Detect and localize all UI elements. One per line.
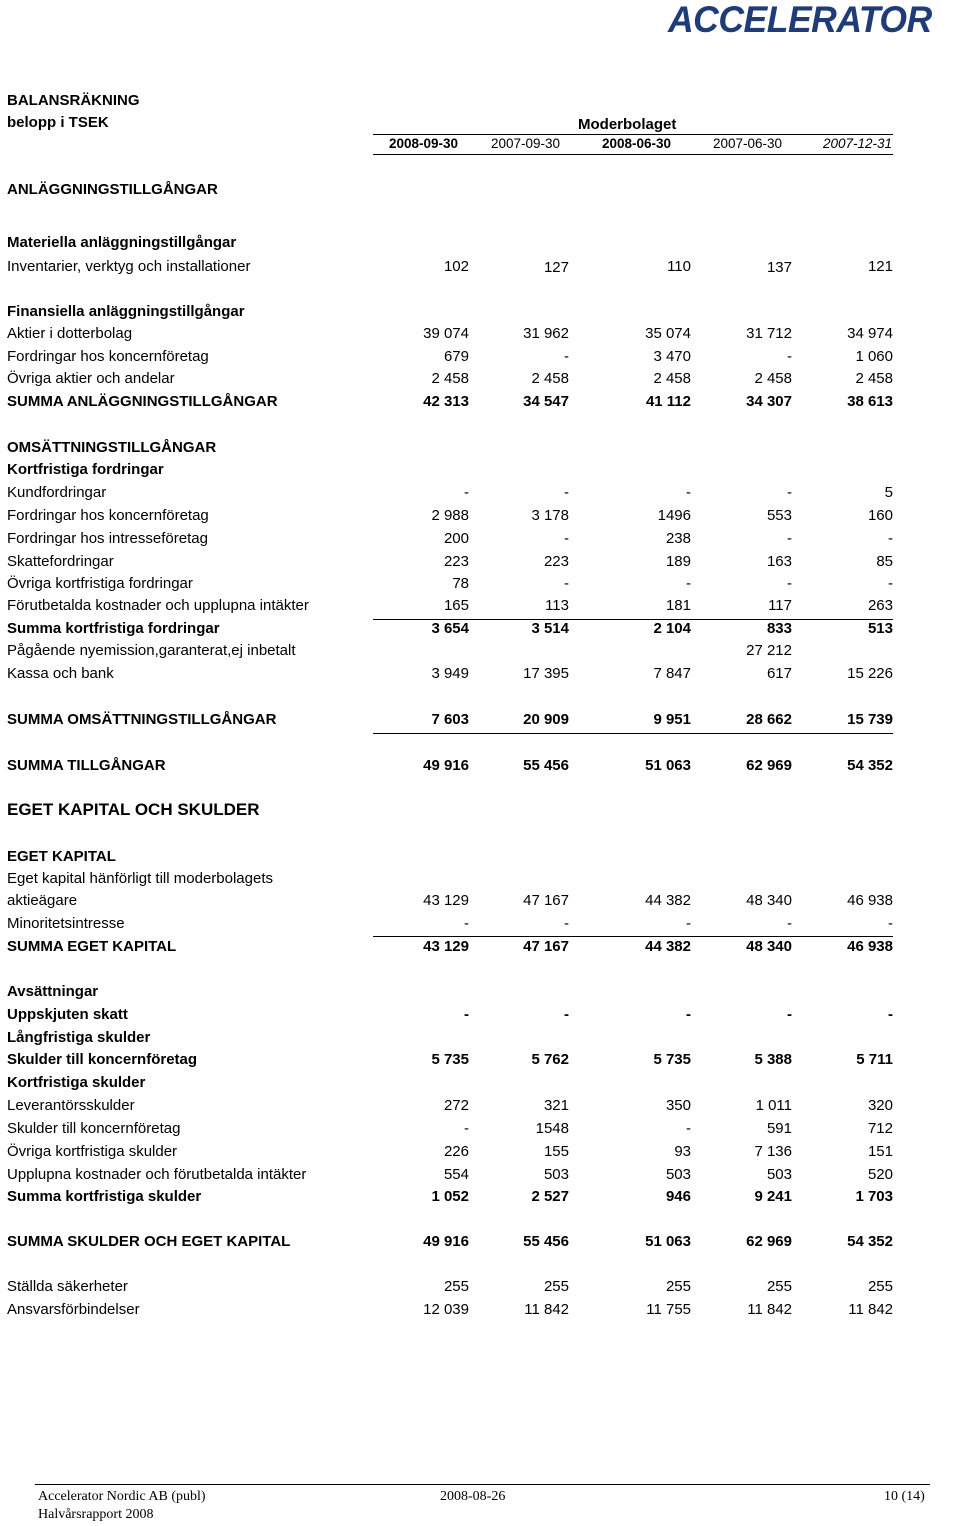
cell-col-1: 7 603 bbox=[431, 711, 469, 728]
row-label: EGET KAPITAL OCH SKULDER bbox=[7, 800, 260, 819]
date-col-5: 2007-12-31 bbox=[822, 136, 892, 151]
table-row bbox=[0, 914, 960, 934]
cell-col-1: 223 bbox=[443, 553, 469, 570]
cell-col-2: - bbox=[564, 915, 569, 932]
cell-col-4: 5 388 bbox=[754, 1051, 792, 1068]
cell-col-3: 7 847 bbox=[653, 665, 691, 682]
cell-col-1: - bbox=[464, 915, 469, 932]
cell-col-4: 48 340 bbox=[746, 938, 792, 955]
table-row bbox=[0, 1050, 960, 1070]
cell-col-2: 127 bbox=[543, 259, 569, 276]
cell-col-1: 226 bbox=[443, 1143, 469, 1160]
row-label: Aktier i dotterbolag bbox=[7, 325, 133, 342]
cell-col-2: - bbox=[564, 1006, 569, 1023]
cell-col-4: 62 969 bbox=[746, 1233, 792, 1250]
row-label: ANLÄGGNINGSTILLGÅNGAR bbox=[7, 181, 218, 198]
table-row bbox=[0, 869, 960, 889]
footer-page-number: 10 (14) bbox=[884, 1489, 925, 1504]
row-label: Ansvarsförbindelser bbox=[7, 1301, 140, 1318]
table-row bbox=[0, 1096, 960, 1116]
cell-col-3: 255 bbox=[665, 1278, 691, 1295]
page-title: BALANSRÄKNING bbox=[7, 92, 140, 109]
cell-col-2: - bbox=[564, 348, 569, 365]
group-heading: Moderbolaget bbox=[578, 116, 677, 133]
cell-col-2: 503 bbox=[543, 1166, 569, 1183]
cell-col-2: 321 bbox=[543, 1097, 569, 1114]
row-label: Kundfordringar bbox=[7, 484, 107, 501]
cell-col-2: 255 bbox=[543, 1278, 569, 1295]
cell-col-4: 163 bbox=[766, 553, 792, 570]
cell-col-3: 44 382 bbox=[645, 892, 691, 909]
row-label: Kortfristiga skulder bbox=[7, 1074, 146, 1091]
cell-col-2: - bbox=[564, 484, 569, 501]
row-label: Eget kapital hänförligt till moderbolagets bbox=[7, 870, 273, 887]
cell-col-2: 34 547 bbox=[523, 393, 569, 410]
cell-col-1: - bbox=[464, 1006, 469, 1023]
row-label: aktieägare bbox=[7, 892, 78, 909]
cell-col-4: 503 bbox=[766, 1166, 792, 1183]
cell-col-1: - bbox=[464, 1120, 469, 1137]
cell-col-1: - bbox=[464, 484, 469, 501]
cell-col-2: 5 762 bbox=[531, 1051, 569, 1068]
cell-col-5: 513 bbox=[867, 620, 893, 637]
cell-col-2: 2 458 bbox=[531, 370, 569, 387]
cell-col-5: 46 938 bbox=[847, 892, 893, 909]
cell-col-1: 12 039 bbox=[423, 1301, 469, 1318]
table-row bbox=[0, 552, 960, 572]
cell-col-5: 121 bbox=[867, 258, 893, 275]
table-row bbox=[0, 233, 960, 253]
table-row bbox=[0, 1073, 960, 1093]
cell-col-1: 3 654 bbox=[431, 620, 469, 637]
cell-col-4: 27 212 bbox=[746, 642, 792, 659]
table-row bbox=[0, 847, 960, 867]
row-label: Finansiella anläggningstillgångar bbox=[7, 303, 245, 320]
cell-col-3: 93 bbox=[674, 1143, 691, 1160]
row-label: Fordringar hos intresseföretag bbox=[7, 530, 208, 547]
subtotal-rule bbox=[373, 619, 893, 620]
cell-col-1: 43 129 bbox=[423, 892, 469, 909]
cell-col-1: 42 313 bbox=[423, 393, 469, 410]
cell-col-4: 28 662 bbox=[746, 711, 792, 728]
cell-col-3: - bbox=[686, 575, 691, 592]
cell-col-4: 62 969 bbox=[746, 757, 792, 774]
cell-col-3: 503 bbox=[665, 1166, 691, 1183]
cell-col-4: 591 bbox=[766, 1120, 792, 1137]
cell-col-2: 2 527 bbox=[531, 1188, 569, 1205]
cell-col-3: 1496 bbox=[657, 507, 691, 524]
table-row bbox=[0, 438, 960, 458]
cell-col-3: 3 470 bbox=[653, 348, 691, 365]
table-row bbox=[0, 302, 960, 322]
cell-col-5: - bbox=[888, 530, 893, 547]
table-row bbox=[0, 891, 960, 911]
row-label: SUMMA OMSÄTTNINGSTILLGÅNGAR bbox=[7, 711, 277, 728]
row-label: SUMMA ANLÄGGNINGSTILLGÅNGAR bbox=[7, 393, 278, 410]
row-label: Kortfristiga fordringar bbox=[7, 461, 164, 478]
row-label: Pågående nyemission,garanterat,ej inbetalt bbox=[7, 642, 296, 659]
cell-col-2: 31 962 bbox=[523, 325, 569, 342]
row-label: Avsättningar bbox=[7, 983, 99, 1000]
cell-col-1: 39 074 bbox=[423, 325, 469, 342]
date-col-1: 2008-09-30 bbox=[388, 136, 458, 151]
row-label: Skulder till koncernföretag bbox=[7, 1051, 198, 1068]
cell-col-3: 350 bbox=[665, 1097, 691, 1114]
cell-col-5: 160 bbox=[867, 507, 893, 524]
cell-col-2: 47 167 bbox=[523, 938, 569, 955]
table-row bbox=[0, 529, 960, 549]
footer-report-name: Halvårsrapport 2008 bbox=[38, 1507, 154, 1522]
cell-col-5: 151 bbox=[867, 1143, 893, 1160]
table-row bbox=[0, 324, 960, 344]
cell-col-3: 51 063 bbox=[645, 757, 691, 774]
row-label: Leverantörsskulder bbox=[7, 1097, 135, 1114]
cell-col-5: 1 703 bbox=[855, 1188, 893, 1205]
row-label: Skulder till koncernföretag bbox=[7, 1120, 181, 1137]
table-row bbox=[0, 392, 960, 412]
cell-col-4: 48 340 bbox=[746, 892, 792, 909]
cell-col-4: - bbox=[787, 1006, 792, 1023]
cell-col-4: - bbox=[787, 575, 792, 592]
cell-col-5: 54 352 bbox=[847, 1233, 893, 1250]
cell-col-1: 49 916 bbox=[423, 1233, 469, 1250]
table-row bbox=[0, 1028, 960, 1048]
table-row bbox=[0, 180, 960, 200]
table-row bbox=[0, 369, 960, 389]
cell-col-2: 113 bbox=[545, 597, 569, 614]
table-row bbox=[0, 1277, 960, 1297]
cell-col-1: 102 bbox=[443, 258, 469, 275]
cell-col-5: 34 974 bbox=[847, 325, 893, 342]
table-row bbox=[0, 800, 960, 820]
cell-col-1: 2 988 bbox=[431, 507, 469, 524]
cell-col-3: 2 458 bbox=[653, 370, 691, 387]
cell-col-4: 137 bbox=[766, 259, 792, 276]
table-row bbox=[0, 596, 960, 616]
row-label: Uppskjuten skatt bbox=[7, 1006, 128, 1023]
cell-col-2: 3 514 bbox=[531, 620, 569, 637]
row-label: Övriga kortfristiga skulder bbox=[7, 1143, 178, 1160]
cell-col-4: 255 bbox=[766, 1278, 792, 1295]
header-rule-bottom bbox=[373, 154, 893, 155]
cell-col-4: 34 307 bbox=[746, 393, 792, 410]
table-row bbox=[0, 506, 960, 526]
total-rule bbox=[373, 733, 893, 734]
row-label: Skattefordringar bbox=[7, 553, 114, 570]
cell-col-4: 2 458 bbox=[754, 370, 792, 387]
table-row bbox=[0, 1300, 960, 1320]
cell-col-1: 554 bbox=[443, 1166, 469, 1183]
table-row bbox=[0, 664, 960, 684]
table-row bbox=[0, 460, 960, 480]
cell-col-1: 272 bbox=[443, 1097, 469, 1114]
cell-col-5: 54 352 bbox=[847, 757, 893, 774]
cell-col-1: 3 949 bbox=[431, 665, 469, 682]
cell-col-3: - bbox=[686, 484, 691, 501]
table-row bbox=[0, 1232, 960, 1252]
cell-col-3: - bbox=[686, 1006, 691, 1023]
table-row bbox=[0, 347, 960, 367]
cell-col-3: - bbox=[686, 915, 691, 932]
cell-col-5: - bbox=[888, 575, 893, 592]
cell-col-4: - bbox=[787, 484, 792, 501]
row-label: Fordringar hos koncernföretag bbox=[7, 348, 209, 365]
row-label: SUMMA EGET KAPITAL bbox=[7, 938, 177, 955]
page-subtitle: belopp i TSEK bbox=[7, 114, 109, 131]
row-label: Övriga aktier och andelar bbox=[7, 370, 175, 387]
row-label: OMSÄTTNINGSTILLGÅNGAR bbox=[7, 439, 217, 456]
cell-col-4: 833 bbox=[766, 620, 792, 637]
footer-rule bbox=[35, 1484, 930, 1485]
cell-col-3: 189 bbox=[665, 553, 691, 570]
cell-col-3: 2 104 bbox=[653, 620, 691, 637]
cell-col-2: 11 842 bbox=[524, 1301, 569, 1318]
row-label: Ställda säkerheter bbox=[7, 1278, 128, 1295]
cell-col-2: 55 456 bbox=[523, 1233, 569, 1250]
row-label: EGET KAPITAL bbox=[7, 848, 116, 865]
date-col-4: 2007-06-30 bbox=[712, 136, 782, 151]
cell-col-2: 223 bbox=[543, 553, 569, 570]
cell-col-2: 1548 bbox=[535, 1120, 569, 1137]
table-row bbox=[0, 1005, 960, 1025]
cell-col-4: - bbox=[787, 348, 792, 365]
cell-col-1: 1 052 bbox=[431, 1188, 469, 1205]
cell-col-3: 5 735 bbox=[653, 1051, 691, 1068]
cell-col-3: 9 951 bbox=[653, 711, 691, 728]
row-label: SUMMA TILLGÅNGAR bbox=[7, 757, 166, 774]
footer-company: Accelerator Nordic AB (publ) bbox=[38, 1489, 206, 1504]
table-row bbox=[0, 982, 960, 1002]
cell-col-3: 35 074 bbox=[645, 325, 691, 342]
cell-col-5: 46 938 bbox=[847, 938, 893, 955]
row-label: Inventarier, verktyg och installationer bbox=[7, 258, 251, 275]
row-label: Upplupna kostnader och förutbetalda intäkter bbox=[7, 1166, 307, 1183]
cell-col-5: - bbox=[888, 1006, 893, 1023]
table-row bbox=[0, 483, 960, 503]
table-row bbox=[0, 710, 960, 730]
row-label: Långfristiga skulder bbox=[7, 1029, 151, 1046]
table-row bbox=[0, 257, 960, 277]
cell-col-5: 85 bbox=[876, 553, 893, 570]
table-row bbox=[0, 937, 960, 957]
header-rule bbox=[373, 134, 893, 135]
cell-col-1: 2 458 bbox=[431, 370, 469, 387]
row-label: Fordringar hos koncernföretag bbox=[7, 507, 209, 524]
table-row bbox=[0, 1165, 960, 1185]
cell-col-5: 38 613 bbox=[847, 393, 893, 410]
table-row bbox=[0, 1187, 960, 1207]
equity-rule bbox=[373, 936, 893, 937]
cell-col-4: 117 bbox=[768, 597, 792, 614]
cell-col-3: 181 bbox=[665, 597, 691, 614]
cell-col-3: 110 bbox=[667, 258, 691, 275]
cell-col-4: - bbox=[787, 915, 792, 932]
cell-col-2: 3 178 bbox=[531, 507, 569, 524]
cell-col-4: 9 241 bbox=[754, 1188, 792, 1205]
cell-col-5: 11 842 bbox=[848, 1301, 893, 1318]
cell-col-5: 320 bbox=[867, 1097, 893, 1114]
date-col-3: 2008-06-30 bbox=[601, 136, 671, 151]
table-row bbox=[0, 574, 960, 594]
cell-col-2: 20 909 bbox=[523, 711, 569, 728]
cell-col-5: 2 458 bbox=[855, 370, 893, 387]
row-label: Kassa och bank bbox=[7, 665, 114, 682]
cell-col-1: 679 bbox=[443, 348, 469, 365]
cell-col-1: 43 129 bbox=[423, 938, 469, 955]
cell-col-3: 238 bbox=[665, 530, 691, 547]
cell-col-1: 78 bbox=[452, 575, 469, 592]
cell-col-5: 520 bbox=[867, 1166, 893, 1183]
table-row bbox=[0, 641, 960, 661]
cell-col-4: - bbox=[787, 530, 792, 547]
cell-col-4: 617 bbox=[766, 665, 792, 682]
cell-col-5: - bbox=[888, 915, 893, 932]
cell-col-5: 15 226 bbox=[847, 665, 893, 682]
row-label: Förutbetalda kostnader och upplupna intäkter bbox=[7, 597, 309, 614]
cell-col-1: 255 bbox=[443, 1278, 469, 1295]
cell-col-4: 553 bbox=[766, 507, 792, 524]
table-row bbox=[0, 1119, 960, 1139]
cell-col-2: 155 bbox=[543, 1143, 569, 1160]
table-row bbox=[0, 1142, 960, 1162]
cell-col-5: 15 739 bbox=[847, 711, 893, 728]
cell-col-2: 47 167 bbox=[523, 892, 569, 909]
company-logo: ACCELERATOR bbox=[668, 0, 932, 40]
row-label: Materiella anläggningstillgångar bbox=[7, 234, 237, 251]
cell-col-3: - bbox=[686, 1120, 691, 1137]
cell-col-1: 49 916 bbox=[423, 757, 469, 774]
cell-col-2: 17 395 bbox=[523, 665, 569, 682]
cell-col-1: 165 bbox=[443, 597, 469, 614]
cell-col-4: 1 011 bbox=[755, 1097, 792, 1114]
cell-col-1: 5 735 bbox=[431, 1051, 469, 1068]
row-label: Övriga kortfristiga fordringar bbox=[7, 575, 193, 592]
row-label: Summa kortfristiga fordringar bbox=[7, 620, 220, 637]
footer-date: 2008-08-26 bbox=[440, 1489, 506, 1504]
cell-col-3: 11 755 bbox=[646, 1301, 691, 1318]
cell-col-2: 55 456 bbox=[523, 757, 569, 774]
cell-col-1: 200 bbox=[443, 530, 469, 547]
cell-col-3: 44 382 bbox=[645, 938, 691, 955]
cell-col-5: 1 060 bbox=[855, 348, 893, 365]
cell-col-5: 5 bbox=[884, 484, 893, 501]
row-label: Minoritetsintresse bbox=[7, 915, 125, 932]
cell-col-2: - bbox=[564, 575, 569, 592]
table-row bbox=[0, 619, 960, 639]
cell-col-3: 946 bbox=[665, 1188, 691, 1205]
cell-col-4: 31 712 bbox=[746, 325, 792, 342]
table-row bbox=[0, 756, 960, 776]
date-col-2: 2007-09-30 bbox=[490, 136, 560, 151]
row-label: SUMMA SKULDER OCH EGET KAPITAL bbox=[7, 1233, 291, 1250]
cell-col-5: 5 711 bbox=[856, 1051, 893, 1068]
cell-col-3: 41 112 bbox=[645, 393, 691, 410]
cell-col-5: 712 bbox=[867, 1120, 893, 1137]
row-label: Summa kortfristiga skulder bbox=[7, 1188, 202, 1205]
cell-col-5: 255 bbox=[867, 1278, 893, 1295]
cell-col-4: 11 842 bbox=[747, 1301, 792, 1318]
cell-col-5: 263 bbox=[867, 597, 893, 614]
date-header-row bbox=[0, 136, 960, 154]
cell-col-4: 7 136 bbox=[754, 1143, 792, 1160]
cell-col-2: - bbox=[564, 530, 569, 547]
cell-col-3: 51 063 bbox=[645, 1233, 691, 1250]
